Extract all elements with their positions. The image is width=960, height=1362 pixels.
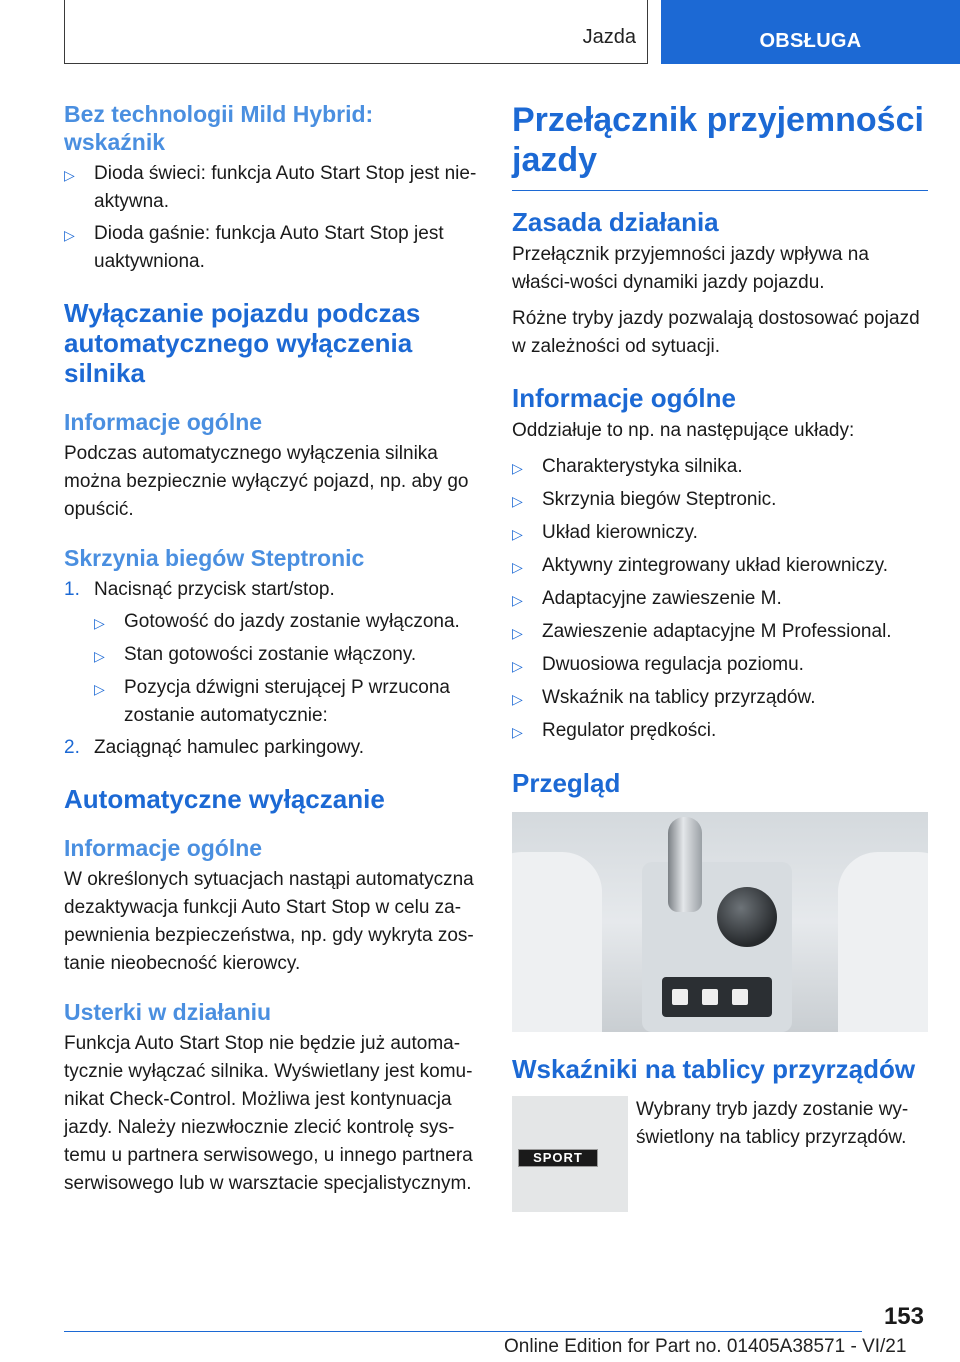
triangle-right-icon: ▷ bbox=[64, 227, 75, 243]
console-button-icon bbox=[672, 989, 688, 1005]
list-item: ▷ Zawieszenie adaptacyjne M Professional. bbox=[512, 618, 928, 647]
general-heading: Informacje ogólne bbox=[512, 383, 736, 413]
steptronic-steps-cont bbox=[64, 734, 478, 762]
principle-text-2: Różne tryby jazdy pozwalają dostosować pojazd w zależności od sytuacji. bbox=[512, 308, 920, 357]
auto-general-heading: Informacje ogólne bbox=[64, 835, 263, 861]
list-item: ▷ Dwuosiowa regulacja poziomu. bbox=[512, 651, 928, 680]
triangle-right-icon: ▷ bbox=[512, 493, 523, 509]
center-console-image bbox=[512, 812, 928, 1032]
steptronic-steps bbox=[64, 576, 478, 604]
list-item: ▷ Skrzynia biegów Steptronic. bbox=[512, 486, 928, 515]
triangle-right-icon: ▷ bbox=[512, 724, 523, 740]
switch-off-general-heading: Informacje ogólne bbox=[64, 409, 263, 435]
main-heading: Przełącznik przyjemności jazdy bbox=[512, 101, 924, 179]
chapter-tab: OBSŁUGA bbox=[661, 0, 960, 64]
right-column bbox=[512, 100, 928, 1212]
systems-list bbox=[512, 453, 928, 746]
list-item: ▷ Wskaźnik na tablicy przyrządów. bbox=[512, 684, 928, 713]
step-item: 2. Zaciągnąć hamulec parkingowy. bbox=[64, 734, 478, 762]
indicator-block bbox=[512, 1096, 928, 1212]
steptronic-heading: Skrzynia biegów Steptronic bbox=[64, 545, 365, 571]
triangle-right-icon: ▷ bbox=[94, 648, 105, 664]
list-item: ▷ Układ kierowniczy. bbox=[512, 519, 928, 548]
button-row bbox=[662, 977, 772, 1017]
switch-off-general-text: Podczas automatycznego wyłączenia silnika można bezpiecznie wyłączyć pojazd, np. aby go opuścić. bbox=[64, 443, 469, 520]
general-intro: Oddziałuje to np. na następujące układy: bbox=[512, 420, 855, 441]
triangle-right-icon: ▷ bbox=[512, 526, 523, 542]
list-item: ▷ Charakterystyka silnika. bbox=[512, 453, 928, 482]
step-number: 1. bbox=[64, 579, 80, 600]
indicator-text: Wybrany tryb jazdy zostanie wy-świetlony na tablicy przyrządów. bbox=[636, 1099, 909, 1148]
section-title: Jazda bbox=[582, 26, 636, 48]
triangle-right-icon: ▷ bbox=[94, 681, 105, 697]
triangle-right-icon: ▷ bbox=[512, 460, 523, 476]
principle-text-1: Przełącznik przyjemności jazdy wpływa na właści-wości dynamiki jazdy pojazdu. bbox=[512, 244, 869, 293]
triangle-right-icon: ▷ bbox=[512, 559, 523, 575]
switch-off-heading: Wyłączanie pojazdu podczas automatycznego wyłączenia silnika bbox=[64, 298, 421, 388]
footer-divider bbox=[64, 1331, 862, 1332]
principle-heading: Zasada działania bbox=[512, 207, 719, 237]
list-item: ▷ Stan gotowości zostanie włączony. bbox=[94, 641, 478, 670]
console-button-icon bbox=[702, 989, 718, 1005]
list-item: ▷ Dioda świeci: funkcja Auto Start Stop jest nie-aktywna. bbox=[64, 160, 478, 216]
header-frame bbox=[64, 0, 648, 64]
right-seat-shape bbox=[838, 852, 928, 1032]
edition-text: Online Edition for Part no. 01405A38571 - VI/21 bbox=[504, 1336, 907, 1357]
mild-hybrid-list bbox=[64, 160, 478, 276]
list-item: ▷ Adaptacyjne zawieszenie M. bbox=[512, 585, 928, 614]
console-button-icon bbox=[732, 989, 748, 1005]
triangle-right-icon: ▷ bbox=[512, 625, 523, 641]
list-item: ▷ Gotowość do jazdy zostanie wyłączona. bbox=[94, 608, 478, 637]
list-item: ▷ Aktywny zintegrowany układ kierowniczy. bbox=[512, 552, 928, 581]
triangle-right-icon: ▷ bbox=[512, 691, 523, 707]
left-seat-shape bbox=[512, 852, 602, 1032]
triangle-right-icon: ▷ bbox=[94, 615, 105, 631]
auto-deactivation-heading: Automatyczne wyłączanie bbox=[64, 784, 385, 814]
step-sub-list bbox=[94, 608, 478, 730]
overview-heading: Przegląd bbox=[512, 768, 621, 798]
page-number: 153 bbox=[883, 1303, 924, 1330]
triangle-right-icon: ▷ bbox=[512, 592, 523, 608]
list-item: ▷ Regulator prędkości. bbox=[512, 717, 928, 746]
list-item: ▷ Dioda gaśnie: funkcja Auto Start Stop jest uaktywniona. bbox=[64, 220, 478, 276]
controller-knob-icon bbox=[717, 887, 777, 947]
mild-hybrid-heading: Bez technologii Mild Hybrid: wskaźnik bbox=[64, 101, 374, 155]
fault-heading: Usterki w działaniu bbox=[64, 999, 272, 1025]
heading-divider bbox=[512, 190, 928, 191]
triangle-right-icon: ▷ bbox=[512, 658, 523, 674]
left-column bbox=[64, 100, 478, 1206]
auto-general-text: W określonych sytuacjach nastąpi automatyczna dezaktywacja funkcji Auto Start Stop w celu za-pewnienia bezpieczeństwa, np. gdy wykryta zos-tanie nieobecność kierowcy. bbox=[64, 869, 474, 974]
sport-mode-badge: SPORT bbox=[518, 1149, 598, 1167]
triangle-right-icon: ▷ bbox=[64, 167, 75, 183]
instrument-cluster-image bbox=[512, 1096, 628, 1212]
step-item: 1. Nacisnąć przycisk start/stop. bbox=[64, 576, 478, 604]
fault-text: Funkcja Auto Start Stop nie będzie już automa-tycznie wyłączać silnika. Wyświetlany jest komu-nikat Check-Control. Możliwa jest kontynuacja jazdy. Należy niezwłocznie zlecić kontrolę sys-temu u partnera serwisowego, u innego partnera serwisowego lub w warsztacie specjalistycznym. bbox=[64, 1033, 473, 1194]
list-item: ▷ Pozycja dźwigni sterującej P wrzucona zostanie automatycznie: bbox=[94, 674, 478, 730]
step-number: 2. bbox=[64, 737, 80, 758]
gear-lever-icon bbox=[668, 817, 702, 912]
indicators-heading: Wskaźniki na tablicy przyrządów bbox=[512, 1054, 916, 1084]
